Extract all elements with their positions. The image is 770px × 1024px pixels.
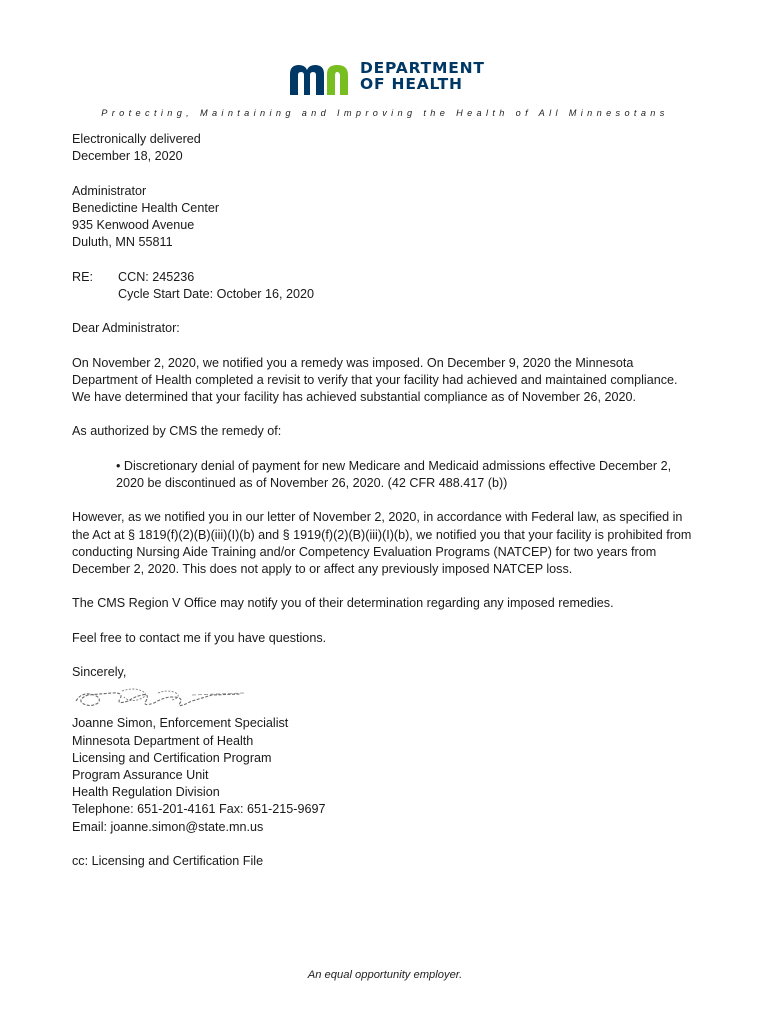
logo-line-1: DEPARTMENT xyxy=(360,59,485,77)
signer-line: Minnesota Department of Health xyxy=(72,733,254,748)
handwritten-signature xyxy=(72,681,252,715)
letter-date: December 18, 2020 xyxy=(72,149,183,164)
paragraph-line: the Act at § 1819(f)(2)(B)(iii)(I)(b) and § 1919(f)(2)(B)(iii)(I)(b), we notified you that your facility is prohibited from xyxy=(72,527,692,542)
paragraph-2: As authorized by CMS the remedy of: xyxy=(72,424,282,439)
tagline: Protecting, Maintaining and Improving the Health of All Minnesotans xyxy=(101,108,669,118)
paragraph-5: Feel free to contact me if you have questions. xyxy=(72,630,327,645)
paragraph-4: The CMS Region V Office may notify you of their determination regarding any imposed remedies. xyxy=(72,596,614,611)
paragraph-line: On November 2, 2020, we notified you a remedy was imposed. On December 9, 2020 the Minnesota xyxy=(72,355,634,370)
recipient-address xyxy=(72,183,712,252)
remedy-bullet xyxy=(72,458,712,492)
bullet-line: 2020 be discontinued as of November 26, 2020. (42 CFR 488.417 (b)) xyxy=(116,475,508,490)
paragraph-line: December 2, 2020. This does not apply to or affect any previously imposed NATCEP loss. xyxy=(72,561,573,576)
paragraph-1 xyxy=(72,355,712,407)
signer-block xyxy=(72,715,712,835)
bullet-line: • Discretionary denial of payment for new Medicare and Medicaid admissions effective December 2, xyxy=(116,458,672,473)
signature-icon xyxy=(72,683,252,713)
paragraph-line: We have determined that your facility has achieved substantial compliance as of November 26, 2020. xyxy=(72,389,637,404)
logo-wordmark xyxy=(360,60,485,92)
recipient-line: 935 Kenwood Avenue xyxy=(72,218,195,232)
recipient-line: Administrator xyxy=(72,183,147,198)
signer-line: Licensing and Certification Program xyxy=(72,750,272,765)
letter-body xyxy=(72,131,712,870)
paragraph-3 xyxy=(72,509,712,578)
mn-logo-icon xyxy=(288,62,354,96)
recipient-line: Benedictine Health Center xyxy=(72,200,220,215)
paragraph-line: However, as we notified you in our letter of November 2, 2020, in accordance with Federal law, as specified in xyxy=(72,510,683,525)
cc-line: cc: Licensing and Certification File xyxy=(72,853,264,868)
signer-line: Program Assurance Unit xyxy=(72,767,209,782)
re-block xyxy=(72,269,712,286)
mdh-logo xyxy=(288,60,488,98)
logo-line-2: OF HEALTH xyxy=(360,75,463,93)
signer-name: Joanne Simon, Enforcement Specialist xyxy=(72,716,289,731)
re-cycle-start: Cycle Start Date: October 16, 2020 xyxy=(118,286,315,301)
re-ccn: CCN: 245236 xyxy=(118,269,195,284)
closing: Sincerely, xyxy=(72,665,127,680)
re-label: RE: xyxy=(72,269,93,284)
signer-line: Health Regulation Division xyxy=(72,785,220,800)
paragraph-line: conducting Nursing Aide Training and/or Competency Evaluation Programs (NATCEP) for two years from xyxy=(72,544,657,559)
salutation: Dear Administrator: xyxy=(72,321,180,336)
signer-phone-fax: Telephone: 651-201-4161 Fax: 651-215-9697 xyxy=(72,802,326,817)
recipient-line: Duluth, MN 55811 xyxy=(72,235,173,250)
delivery-method: Electronically delivered xyxy=(72,132,201,146)
footer-eoe: An equal opportunity employer. xyxy=(307,969,463,981)
signer-email: Email: joanne.simon@state.mn.us xyxy=(72,819,264,834)
paragraph-line: Department of Health completed a revisit to verify that your facility had achieved and maintained compliance. xyxy=(72,372,678,387)
